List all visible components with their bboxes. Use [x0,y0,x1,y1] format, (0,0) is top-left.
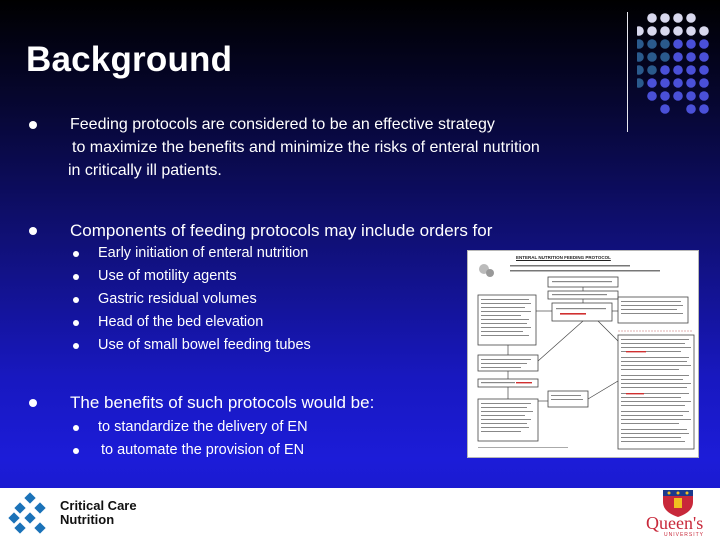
sub-bullet-marker-icon [73,251,79,257]
university-subtitle: UNIVERSITY [664,532,705,538]
slide-title: Background [26,40,233,79]
bullet-marker-icon [29,399,37,407]
sub-bullet-marker-icon [73,425,79,431]
sub-bullet-text: Use of motility agents [98,268,237,284]
sub-bullet-text: Head of the bed elevation [98,314,264,330]
bullet-text: The benefits of such protocols would be: [70,393,375,412]
bullet-feeding-protocols [29,113,619,182]
sub-bullet-text: Gastric residual volumes [98,291,257,307]
protocol-flowchart-icon [468,251,698,457]
sub-bullet-text: Early initiation of enteral nutrition [98,245,309,261]
sub-bullet-marker-icon [73,297,79,303]
decorative-dot-grid-icon [637,12,717,122]
bullet-components [29,219,589,242]
sub-bullet [73,419,373,435]
bullet-benefits [29,391,459,414]
sub-bullet [73,268,373,284]
sub-bullet [73,245,373,261]
sub-bullet [73,314,373,330]
bullet-line: to maximize the benefits and minimize the risks of enteral nutrition [72,139,540,156]
thumbnail-heading: ENTERAL NUTRITION FEEDING PROTOCOL [516,255,611,260]
sub-bullet-marker-icon [73,274,79,280]
sub-bullet-marker-icon [73,320,79,326]
sub-bullet [73,442,373,458]
sub-bullet-marker-icon [73,448,79,454]
sub-bullet-text: Use of small bowel feeding tubes [98,337,311,353]
sub-bullet-marker-icon [73,343,79,349]
logo-text-line1: Critical Care [60,498,137,513]
university-name: Queen's [646,513,704,533]
logo-text-line2: Nutrition [60,512,115,527]
sub-bullet [73,337,373,353]
footer-bar [0,488,720,540]
sub-bullet-text: to automate the provision of EN [101,442,305,458]
title-divider-line [627,12,628,132]
feeding-protocol-thumbnail [467,250,699,458]
sub-bullet-text: to standardize the delivery of EN [98,419,308,435]
sub-bullet [73,291,373,307]
bullet-marker-icon [29,121,37,129]
bullet-text: Components of feeding protocols may include orders for [70,221,493,240]
bullet-line: Feeding protocols are considered to be an effective strategy [70,116,495,133]
bullet-marker-icon [29,227,37,235]
critical-care-nutrition-logo-icon [8,492,52,536]
bullet-line: in critically ill patients. [68,162,222,179]
